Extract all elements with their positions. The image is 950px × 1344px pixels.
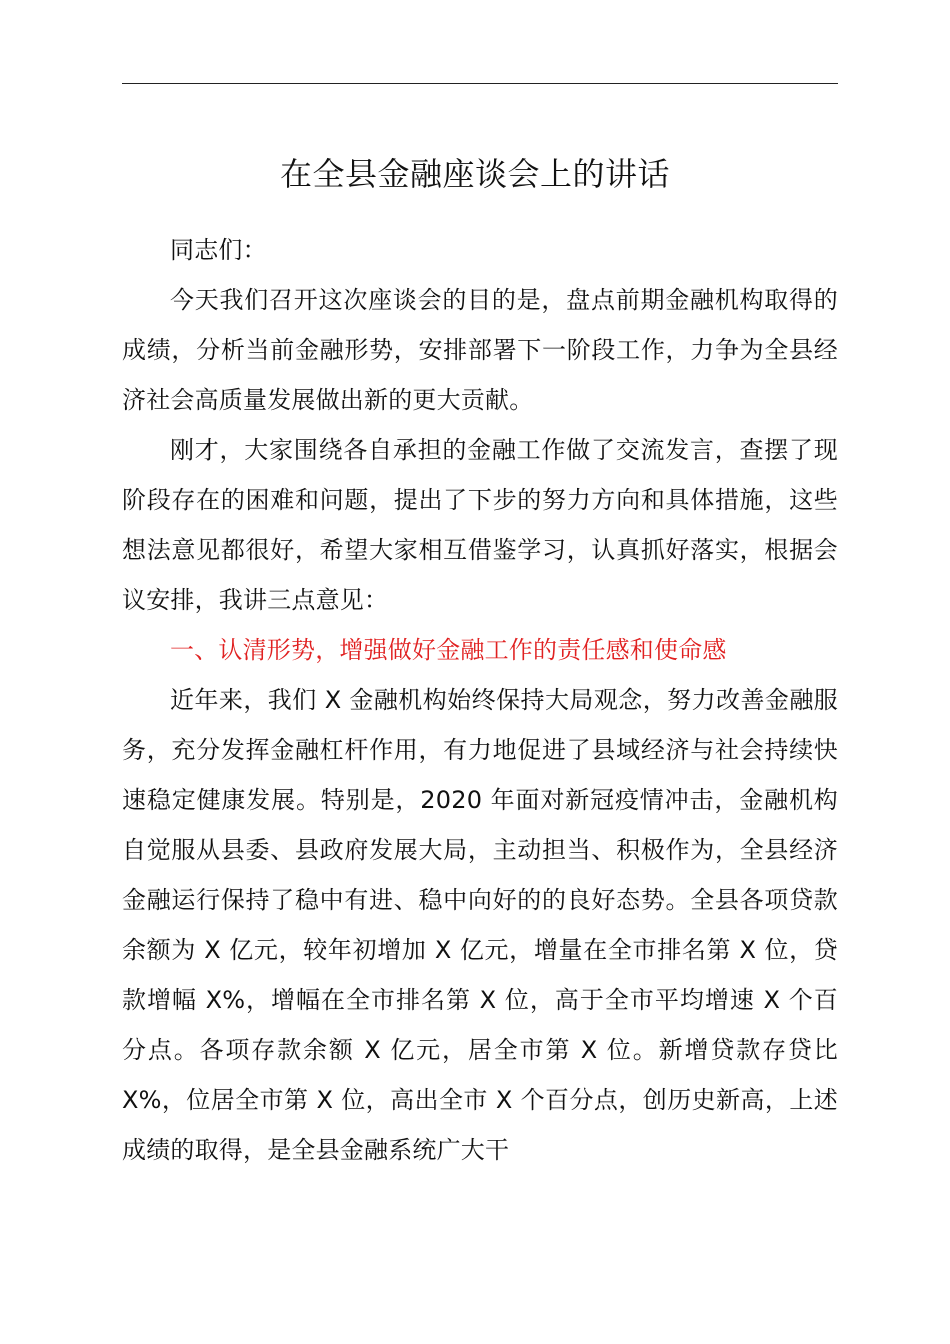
paragraph-purpose: 今天我们召开这次座谈会的目的是，盘点前期金融机构取得的成绩，分析当前金融形势，安排部署下一阶段工作，力争为全县经济社会高质量发展做出新的更大贡献。 (122, 286, 838, 414)
header-rule (122, 83, 838, 84)
page-title: 在全县金融座谈会上的讲话 (279, 155, 670, 193)
section-heading: 一、认清形势，增强做好金融工作的责任感和使命感 (170, 636, 727, 664)
paragraph-achievements: 近年来，我们 X 金融机构始终保持大局观念，努力改善金融服务，充分发挥金融杠杆作用，有力地促进了县域经济与社会持续快速稳定健康发展。特别是，2020 年面对新冠疫情冲击，金融机构自觉服从县委、县政府发展大局，主动担当、积极作为，全县经济金融运行保持了稳中有进、稳中向好的的良好态势。全县各项贷款余额为 X 亿元，较年初增加 X 亿元，增量在全市排名第 X 位，贷款增幅 X%，增幅在全市排名第 X 位，高于全市平均增速 X 个百分点。各项存款余额 X 亿元，居全市第 X 位。新增贷款存贷比 X%，位居全市第 X 位，高出全市 X 个百分点，创历史新高，上述成绩的取得，是全县金融系统广大干 (122, 686, 838, 1164)
document-body (122, 225, 838, 1175)
paragraph-discussion: 刚才，大家围绕各自承担的金融工作做了交流发言，查摆了现阶段存在的困难和问题，提出了下步的努力方向和具体措施，这些想法意见都很好，希望大家相互借鉴学习，认真抓好落实，根据会议安排，我讲三点意见： (122, 436, 838, 614)
salutation: 同志们： (170, 236, 267, 264)
